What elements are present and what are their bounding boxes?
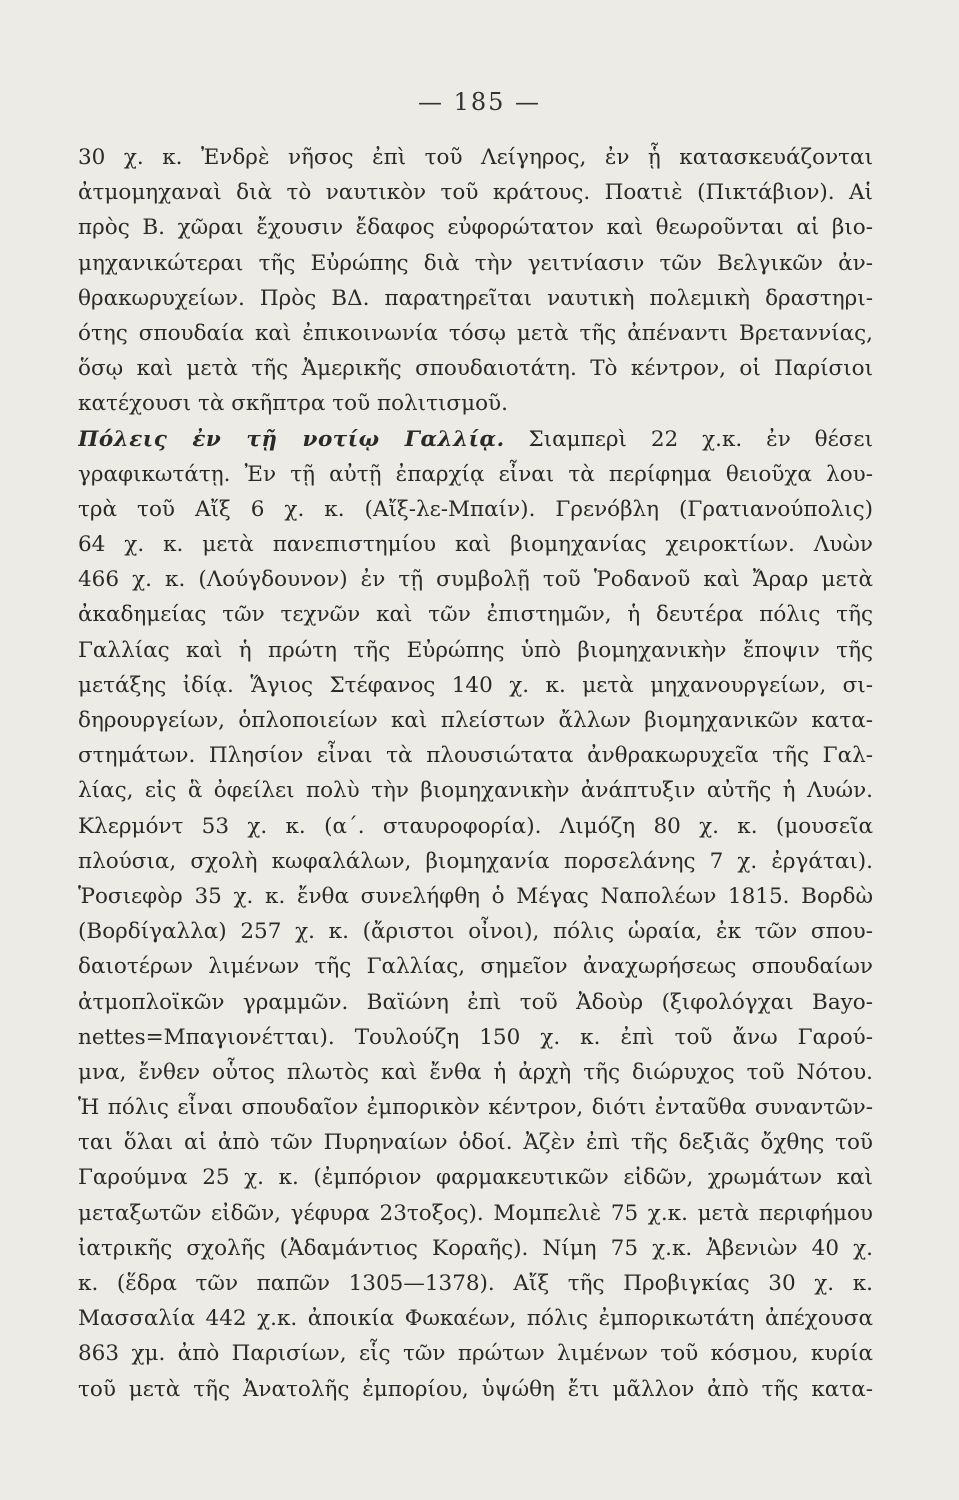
- line-text: Κλερμόντ 53 χ. κ. (α΄. σταυροφορία). Λιμόζη 80 χ. κ. (μουσεῖα: [78, 813, 873, 839]
- section-heading: Πόλεις ἐν τῇ νοτίῳ Γαλλίᾳ.: [78, 426, 505, 452]
- line-text: ὅσῳ καὶ μετὰ τῆς Ἀμερικῆς σπουδαιοτάτη. Τὸ κέντρον, οἱ Παρίσιοι: [78, 356, 873, 382]
- text-line: [78, 633, 873, 668]
- line-text: Μασσαλία 442 χ.κ. ἀποικία Φωκαέων, πόλις ἐμπορικωτάτη ἀπέχουσα: [78, 1306, 873, 1332]
- line-text: πλούσια, σχολὴ κωφαλάλων, βιομηχανία πορσελάνης 7 χ. ἐργάται).: [78, 848, 873, 874]
- page-number: — 185 —: [417, 88, 542, 116]
- line-text: Γαρούμνα 25 χ. κ. (ἐμπόριον φαρμακευτικῶν εἰδῶν, χρωμάτων καὶ: [78, 1165, 873, 1191]
- text-line: [78, 210, 873, 245]
- line-text: 863 χμ. ἀπὸ Παρισίων, εἷς τῶν πρώτων λιμένων τοῦ κόσμου, κυρία: [78, 1341, 873, 1367]
- text-line: [78, 457, 873, 492]
- text-line: [78, 809, 873, 844]
- line-text: δηρουργείων, ὁπλοποιείων καὶ πλείστων ἄλλων βιομηχανικῶν κατα-: [78, 708, 873, 733]
- text-line: [78, 597, 873, 632]
- line-text: 466 χ. κ. (Λούγδουνον) ἐν τῇ συμβολῇ τοῦ Ῥοδανοῦ καὶ Ἄραρ μετὰ: [78, 567, 873, 593]
- line-text: nettes=Μπαγιονέτται). Τουλούζη 150 χ. κ. ἐπὶ τοῦ ἄνω Γαρού-: [78, 1024, 873, 1050]
- line-text: Ῥοσιεφὸρ 35 χ. κ. ἔνθα συνελήφθη ὁ Μέγας Ναπολέων 1815. Βορδὼ: [78, 883, 873, 909]
- line-text: κατέχουσι τὰ σκῆπτρα τοῦ πολιτισμοῦ.: [78, 391, 508, 417]
- line-text: λίας, εἰς ἃ ὀφείλει πολὺ τὴν βιομηχανικὴν ἀνάπτυξιν αὐτῆς ἡ Λυών.: [78, 778, 873, 804]
- line-text: ἀτμοπλοϊκῶν γραμμῶν. Βαϊώνη ἐπὶ τοῦ Ἀδοὺρ (ξιφολόγχαι Bayo-: [78, 989, 873, 1015]
- text-line: [78, 422, 873, 457]
- text-line: [78, 1231, 873, 1266]
- text-line: [78, 562, 873, 597]
- text-line: [78, 140, 873, 175]
- line-text: ἀτμομηχαναὶ διὰ τὸ ναυτικὸν τοῦ κράτους. Ποατιὲ (Πικτάβιον). Αἱ: [78, 180, 873, 206]
- line-text: τοῦ μετὰ τῆς Ἀνατολῆς ἐμπορίου, ὑψώθη ἔτι μᾶλλον ἀπὸ τῆς κατα-: [78, 1376, 873, 1402]
- line-text: τρὰ τοῦ Αἴξ 6 χ. κ. (Αἴξ-λε-Μπαίν). Γρενόβλη (Γρατιανούπολις): [78, 496, 873, 522]
- text-line: [78, 175, 873, 210]
- text-line: [78, 879, 873, 914]
- text-line: [78, 386, 873, 421]
- line-text: ἀκαδημείας τῶν τεχνῶν καὶ τῶν ἐπιστημῶν, ἡ δευτέρα πόλις τῆς: [78, 602, 873, 628]
- line-text: στημάτων. Πλησίον εἶναι τὰ πλουσιώτατα ἀνθρακωρυχεῖα τῆς Γαλ-: [78, 743, 873, 769]
- text-line: [78, 1266, 873, 1301]
- text-line: [78, 703, 873, 738]
- line-text: ται ὅλαι αἱ ἀπὸ τῶν Πυρηναίων ὁδοί. Ἀζὲν ἐπὶ τῆς δεξιᾶς ὄχθης τοῦ: [78, 1130, 873, 1156]
- text-line: [78, 316, 873, 351]
- text-line: [78, 844, 873, 879]
- line-text: μηχανικώτεραι τῆς Εὐρώπης διὰ τὴν γειτνίασιν τῶν Βελγικῶν ἀν-: [78, 250, 873, 276]
- text-line: [78, 246, 873, 281]
- line-text: κ. (ἕδρα τῶν παπῶν 1305—1378). Αἴξ τῆς Προβιγκίας 30 χ. κ.: [78, 1271, 873, 1296]
- line-text: πρὸς Β. χῶραι ἔχουσιν ἔδαφος εὐφορώτατον καὶ θεωροῦνται αἱ βιο-: [78, 215, 873, 241]
- body-text: [78, 140, 873, 1407]
- line-text: μετάξης ἰδίᾳ. Ἅγιος Στέφανος 140 χ. κ. μετὰ μηχανουργείων, σι-: [78, 672, 873, 698]
- text-line: [78, 1336, 873, 1371]
- line-text: 30 χ. κ. Ἐνδρὲ νῆσος ἐπὶ τοῦ Λείγηρος, ἐν ᾗ κατασκευάζονται: [78, 145, 873, 170]
- text-line: [78, 1160, 873, 1195]
- line-text: δαιοτέρων λιμένων τῆς Γαλλίας, σημεῖον ἀναχωρήσεως σπουδαίων: [78, 954, 873, 980]
- text-line: [78, 668, 873, 703]
- text-line: [78, 527, 873, 562]
- text-line: [78, 1090, 873, 1125]
- text-line: [78, 1020, 873, 1055]
- text-line: [78, 949, 873, 984]
- text-line: [78, 773, 873, 808]
- line-text: θρακωρυχείων. Πρὸς ΒΔ. παρατηρεῖται ναυτικὴ πολεμικὴ δραστηρι-: [78, 285, 873, 311]
- line-text: Ἡ πόλις εἶναι σπουδαῖον ἐμπορικὸν κέντρον, διότι ἐνταῦθα συναντῶν-: [78, 1095, 873, 1121]
- text-line: [78, 351, 873, 386]
- text-line: [78, 985, 873, 1020]
- text-line: [78, 914, 873, 949]
- text-line: [78, 281, 873, 316]
- line-text: γραφικωτάτῃ. Ἐν τῇ αὐτῇ ἐπαρχίᾳ εἶναι τὰ περίφημα θειοῦχα λου-: [78, 461, 873, 487]
- text-line: [78, 492, 873, 527]
- line-text: ότης σπουδαία καὶ ἐπικοινωνία τόσῳ μετὰ τῆς ἀπέναντι Βρεταννίας,: [78, 320, 873, 346]
- line-text: μεταξωτῶν εἰδῶν, γέφυρα 23τοξος). Μομπελιὲ 75 χ.κ. μετὰ περιφήμου: [78, 1200, 873, 1226]
- line-text: Γαλλίας καὶ ἡ πρώτη τῆς Εὐρώπης ὑπὸ βιομηχανικὴν ἔποψιν τῆς: [78, 637, 873, 663]
- line-text: μνα, ἔνθεν οὗτος πλωτὸς καὶ ἔνθα ἡ ἀρχὴ τῆς διώρυχος τοῦ Νότου.: [78, 1059, 873, 1085]
- line-text: (Βορδίγαλλα) 257 χ. κ. (ἄριστοι οἶνοι), πόλις ὡραία, ἐκ τῶν σπου-: [78, 919, 873, 945]
- text-line: [78, 738, 873, 773]
- text-line: [78, 1125, 873, 1160]
- text-line: [78, 1301, 873, 1336]
- text-line: [78, 1196, 873, 1231]
- text-line: [78, 1372, 873, 1407]
- line-text: Σιαμπερὶ 22 χ.κ. ἐν θέσει: [504, 426, 873, 452]
- line-text: 64 χ. κ. μετὰ πανεπιστημίου καὶ βιομηχανίας χειροκτίων. Λυὼν: [78, 532, 873, 558]
- line-text: ἰατρικῆς σχολῆς (Ἀδαμάντιος Κοραῆς). Νίμη 75 χ.κ. Ἀβενιὼν 40 χ.: [78, 1235, 873, 1261]
- text-line: [78, 1055, 873, 1090]
